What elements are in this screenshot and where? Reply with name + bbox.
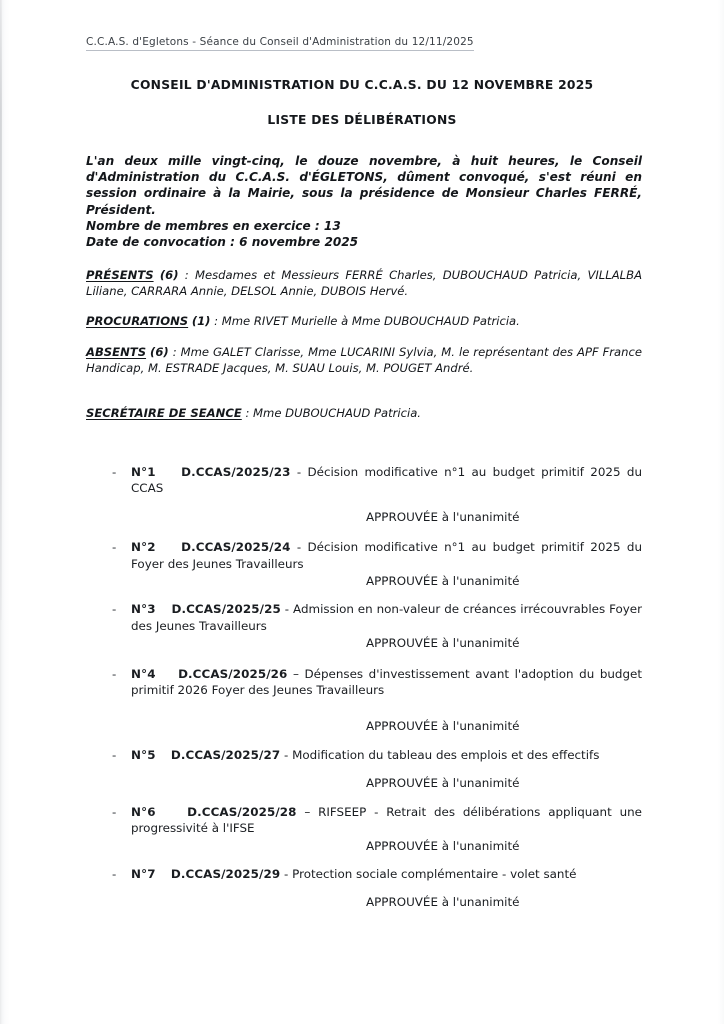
- running-header-text: C.C.A.S. d'Egletons - Séance du Conseil d'Administration du 12/11/2025: [86, 36, 474, 51]
- deliberation-number: N°6: [131, 804, 156, 819]
- deliberation-number: N°4: [131, 666, 156, 681]
- secretary-name: Mme DUBOUCHAUD Patricia.: [253, 406, 421, 420]
- deliberation-bullet: -: [112, 540, 117, 555]
- deliberation-item: [0, 601, 724, 651]
- deliberation-vote-result: APPROUVÉE à l'unanimité: [366, 719, 520, 734]
- deliberation-heading: [0, 601, 724, 634]
- deliberation-heading: [0, 464, 724, 497]
- deliberation-bullet: -: [112, 465, 117, 479]
- deliberation-item: [0, 804, 724, 854]
- deliberation-title: Protection sociale complémentaire - volet santé: [292, 866, 577, 881]
- deliberation-item: [0, 666, 724, 735]
- attendance-absents-names: Mme GALET Clarisse, Mme LUCARINI Sylvia, M. le représentant des APF France Handicap, M. ESTRADE Jacques, M. SUAU Louis, M. POUGET André.: [86, 345, 643, 375]
- attendance-procurations-label: PROCURATIONS: [86, 314, 189, 328]
- deliberation-separator: -: [280, 747, 293, 762]
- convocation-date: Date de convocation : 6 novembre 2025: [86, 235, 359, 250]
- deliberation-heading: [0, 666, 724, 699]
- deliberation-bullet: -: [112, 804, 117, 819]
- intro-paragraph: L'an deux mille vingt-cinq, le douze novembre, à huit heures, le Conseil d'Administration du C.C.A.S. d'ÉGLETONS, dûment convoqué, s'est réuni en session ordinaire à la Mairie, sous la présidence de Monsieur Charles FERRÉ, Président.: [86, 154, 642, 217]
- attendance-presents: [86, 268, 642, 299]
- deliberation-separator: -: [290, 540, 308, 555]
- deliberation-vote-result: APPROUVÉE à l'unanimité: [366, 838, 520, 853]
- deliberation-heading: [0, 866, 724, 882]
- deliberation-vote-result: APPROUVÉE à l'unanimité: [366, 574, 520, 589]
- title-block: [0, 78, 724, 127]
- attendance-procurations-count: (1): [191, 314, 211, 328]
- attendance-absents-separator: :: [168, 345, 181, 359]
- attendance-absents-label: ABSENTS: [86, 345, 147, 359]
- deliberation-title: Dépenses d'investissement avant l'adoption du budget primitif 2026 Foyer des Jeunes Travailleurs: [131, 666, 642, 698]
- attendance-procurations-separator: :: [210, 314, 222, 328]
- deliberation-number: N°2: [131, 540, 156, 555]
- deliberation-title: RIFSEEP - Retrait des délibérations appliquant une progressivité à l'IFSE: [131, 804, 642, 836]
- deliberations-list: [0, 464, 724, 911]
- deliberation-reference: D.CCAS/2025/28: [187, 804, 297, 819]
- deliberation-bullet: -: [112, 666, 117, 681]
- attendance-absents-count: (6): [150, 345, 169, 359]
- deliberation-separator: -: [280, 602, 294, 617]
- deliberation-vote-result: APPROUVÉE à l'unanimité: [366, 895, 520, 910]
- deliberation-title: Décision modificative n°1 au budget primitif 2025 du Foyer des Jeunes Travailleurs: [131, 540, 642, 571]
- deliberation-vote-result: APPROUVÉE à l'unanimité: [366, 776, 520, 791]
- deliberation-reference: D.CCAS/2025/26: [178, 666, 288, 681]
- deliberation-number: N°7: [131, 866, 156, 881]
- secretary-separator: :: [241, 406, 254, 420]
- deliberation-heading: [0, 747, 724, 763]
- deliberation-number: N°5: [131, 747, 156, 762]
- deliberation-reference: D.CCAS/2025/23: [181, 465, 291, 479]
- attendance-presents-label: PRÉSENTS: [86, 268, 154, 282]
- deliberation-reference: D.CCAS/2025/25: [171, 602, 281, 617]
- page-subtitle: LISTE DES DÉLIBÉRATIONS: [267, 113, 457, 127]
- deliberation-separator: -: [290, 465, 308, 479]
- deliberation-title: Admission en non-valeur de créances irrécouvrables Foyer des Jeunes Travailleurs: [131, 602, 642, 633]
- deliberation-heading: [0, 539, 724, 572]
- deliberation-vote-result: APPROUVÉE à l'unanimité: [366, 509, 520, 524]
- deliberation-item: [0, 539, 724, 589]
- attendance-presents-count: (6): [159, 268, 179, 282]
- deliberation-item: [0, 747, 724, 792]
- attendance-presents-separator: :: [178, 268, 195, 282]
- page-title: CONSEIL D'ADMINISTRATION DU C.C.A.S. DU 12 NOVEMBRE 2025: [130, 78, 594, 92]
- deliberation-item: [0, 866, 724, 911]
- deliberation-bullet: -: [112, 602, 117, 617]
- members-in-office: Nombre de membres en exercice : 13: [86, 218, 341, 233]
- running-header: [86, 36, 498, 51]
- deliberation-separator: –: [296, 804, 319, 819]
- attendance-presents-names: Mesdames et Messieurs FERRÉ Charles, DUBOUCHAUD Patricia, VILLALBA Liliane, CARRARA Annie, DELSOL Annie, DUBOIS Hervé.: [86, 268, 642, 298]
- deliberation-separator: –: [287, 666, 305, 681]
- attendance-procurations-names: Mme RIVET Murielle à Mme DUBOUCHAUD Patricia.: [221, 314, 520, 328]
- intro-block: [86, 153, 642, 250]
- deliberation-reference: D.CCAS/2025/24: [181, 540, 291, 555]
- deliberation-heading: [0, 804, 724, 837]
- deliberation-title: Décision modificative n°1 au budget primitif 2025 du CCAS: [131, 465, 642, 496]
- attendance-procurations: [86, 314, 642, 330]
- deliberation-separator: -: [280, 866, 293, 881]
- deliberation-reference: D.CCAS/2025/29: [170, 866, 281, 881]
- deliberation-title: Modification du tableau des emplois et des effectifs: [292, 747, 600, 762]
- deliberation-number: N°3: [131, 602, 156, 617]
- deliberation-bullet: -: [112, 866, 117, 881]
- deliberation-reference: D.CCAS/2025/27: [170, 747, 281, 762]
- deliberation-item: [0, 464, 724, 525]
- secretary-label: SECRÉTAIRE DE SEANCE: [86, 406, 242, 420]
- deliberation-bullet: -: [112, 747, 117, 762]
- secretary-of-session: [86, 406, 642, 422]
- attendance-absents: [86, 345, 642, 376]
- deliberation-number: N°1: [131, 465, 156, 479]
- deliberation-vote-result: APPROUVÉE à l'unanimité: [366, 636, 520, 651]
